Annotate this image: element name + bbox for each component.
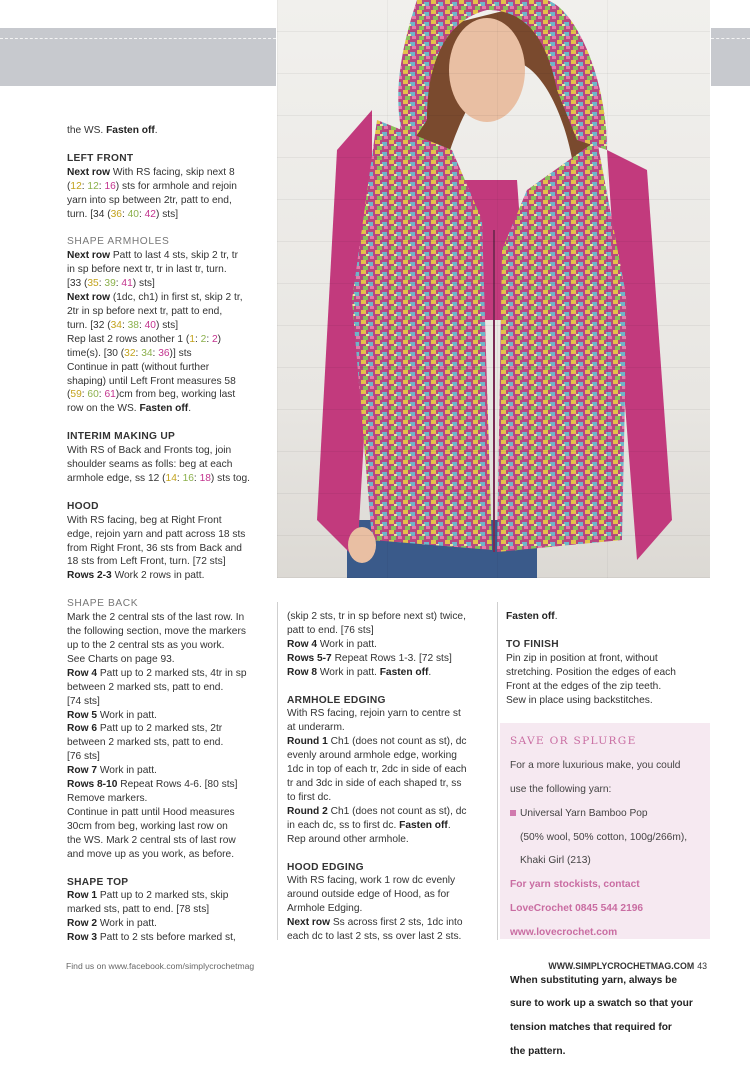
column-divider — [497, 602, 498, 940]
heading-hood-edging: HOOD EDGING — [287, 861, 364, 873]
footer-website[interactable]: WWW.SIMPLYCROCHETMAG.COM 43 — [548, 961, 707, 971]
column-divider — [277, 602, 278, 940]
header-band-right — [711, 28, 750, 86]
heading-shape-back: SHAPE BACK — [67, 598, 139, 610]
vest-photo — [277, 0, 710, 578]
column-2: (skip 2 sts, tr in sp before next st) twice, patt to end. [76 sts] Row 4 Work in patt. Rows 5-7 Repeat Rows 1-3. [72 sts] Row 8 Work in patt. Fasten off. ARMHOLE EDGING With RS facing, rejoin yarn to centre st at underarm. Round 1 Ch1 (does not count as st), dc evenly around armhole edge, working 1dc in top of each tr, 2dc in side of each tr and 3dc in side of each shaped tr, ss to first dc. Round 2 Ch1 (does not count as st), dc in each dc, ss to first dc. Fasten off. Rep around other armhole. HOOD EDGING With RS facing, work 1 row dc evenly around outside edge of Hood, as for Armhole Edging. Next row Ss across first 2 sts, 1dc into each dc to last 2 sts, ss over last 2 sts. — [287, 610, 487, 944]
heading-left-front: LEFT FRONT — [67, 152, 134, 164]
heading-hood: HOOD — [67, 500, 99, 512]
save-or-splurge-box: SAVE OR SPLURGE For a more luxurious make, you could use the following yarn: Universal Yarn Bamboo Pop (50% wool, 50% cotton, 100g/266m), Khaki Girl (213) For yarn stockists, contact LoveCrochet 0845 544 2196 www.lovecrochet.com When substituting yarn, always be sure to work up a swatch so that your tension matches that required for the pattern. — [500, 723, 710, 939]
heading-to-finish: TO FINISH — [506, 638, 559, 650]
footer-facebook[interactable]: Find us on www.facebook.com/simplycrochetmag — [66, 961, 255, 971]
page-number: 43 — [697, 961, 707, 971]
header-band-left — [0, 28, 276, 86]
heading-shape-armholes: SHAPE ARMHOLES — [67, 236, 170, 248]
box-title: SAVE OR SPLURGE — [510, 735, 637, 747]
stockist-phone[interactable]: LoveCrochet 0845 544 2196 — [510, 902, 644, 914]
column-1: the WS. Fasten off. LEFT FRONT Next row With RS facing, skip next 8 (12: 12: 16) sts for armhole and rejoin yarn into sp between 2tr, patt to end, turn. [34 (36: 40: 42) sts] SHAPE ARMHOLES Next row Patt to last 4 sts, skip 2 tr, tr in sp before next tr, tr in last tr, turn. [33 (35: 39: 41) sts] Next row (1dc, ch1) in first st, skip 2 tr, 2tr in sp before next tr, patt to end, turn. [32 (34: 38: 40) sts] Rep last 2 rows another 1 (1: 2: 2) time(s). [30 (32: 34: 36)] sts Continue in patt (without further shaping) until Left Front measures 58 (59: 60: 61)cm from beg, working last row on the WS. Fasten off. INTERIM MAKING UP With RS of Back and Fronts tog, join shoulder seams as folls: beg at each armhole edge, ss 12 (14: 16: 18) sts tog. HOOD With RS facing, beg at Right Front edge, rejoin yarn and patt across 18 sts from Right Front, 36 sts from Back and 18 sts from Left Front, turn. [72 sts] Rows 2-3 Work 2 rows in patt. SHAPE BACK Mark the 2 central sts of the last row. In the following section, move the markers up to the 2 central sts as you work. See Charts on page 93. Row 4 Patt up to 2 marked sts, 4tr in sp between 2 marked sts, patt to end. [74 sts] Row 5 Work in patt. Row 6 Patt up to 2 marked sts, 2tr between 2 marked sts, patt to end. [76 sts] Row 7 Work in patt. Rows 8-10 Repeat Rows 4-6. [80 sts] Remove markers. Continue in patt until Hood measures 30cm from beg, working last row on the WS. Mark 2 central sts of last row and move up as you work, as before. SHAPE TOP Row 1 Patt up to 2 marked sts, skip marked sts, patt to end. [78 sts] Row 2 Work in patt. Row 3 Patt to 2 sts before marked st, — [67, 124, 269, 945]
heading-shape-top: SHAPE TOP — [67, 876, 129, 888]
heading-armhole-edging: ARMHOLE EDGING — [287, 694, 386, 706]
stockist-link[interactable]: www.lovecrochet.com — [510, 926, 618, 938]
column-3: Fasten off. TO FINISH Pin zip in position at front, without stretching. Position the edges of each Front at the edges of the zip teeth. Sew in place using backstitches. — [506, 610, 706, 707]
bullet-icon — [510, 810, 516, 816]
heading-interim-making-up: INTERIM MAKING UP — [67, 431, 176, 443]
